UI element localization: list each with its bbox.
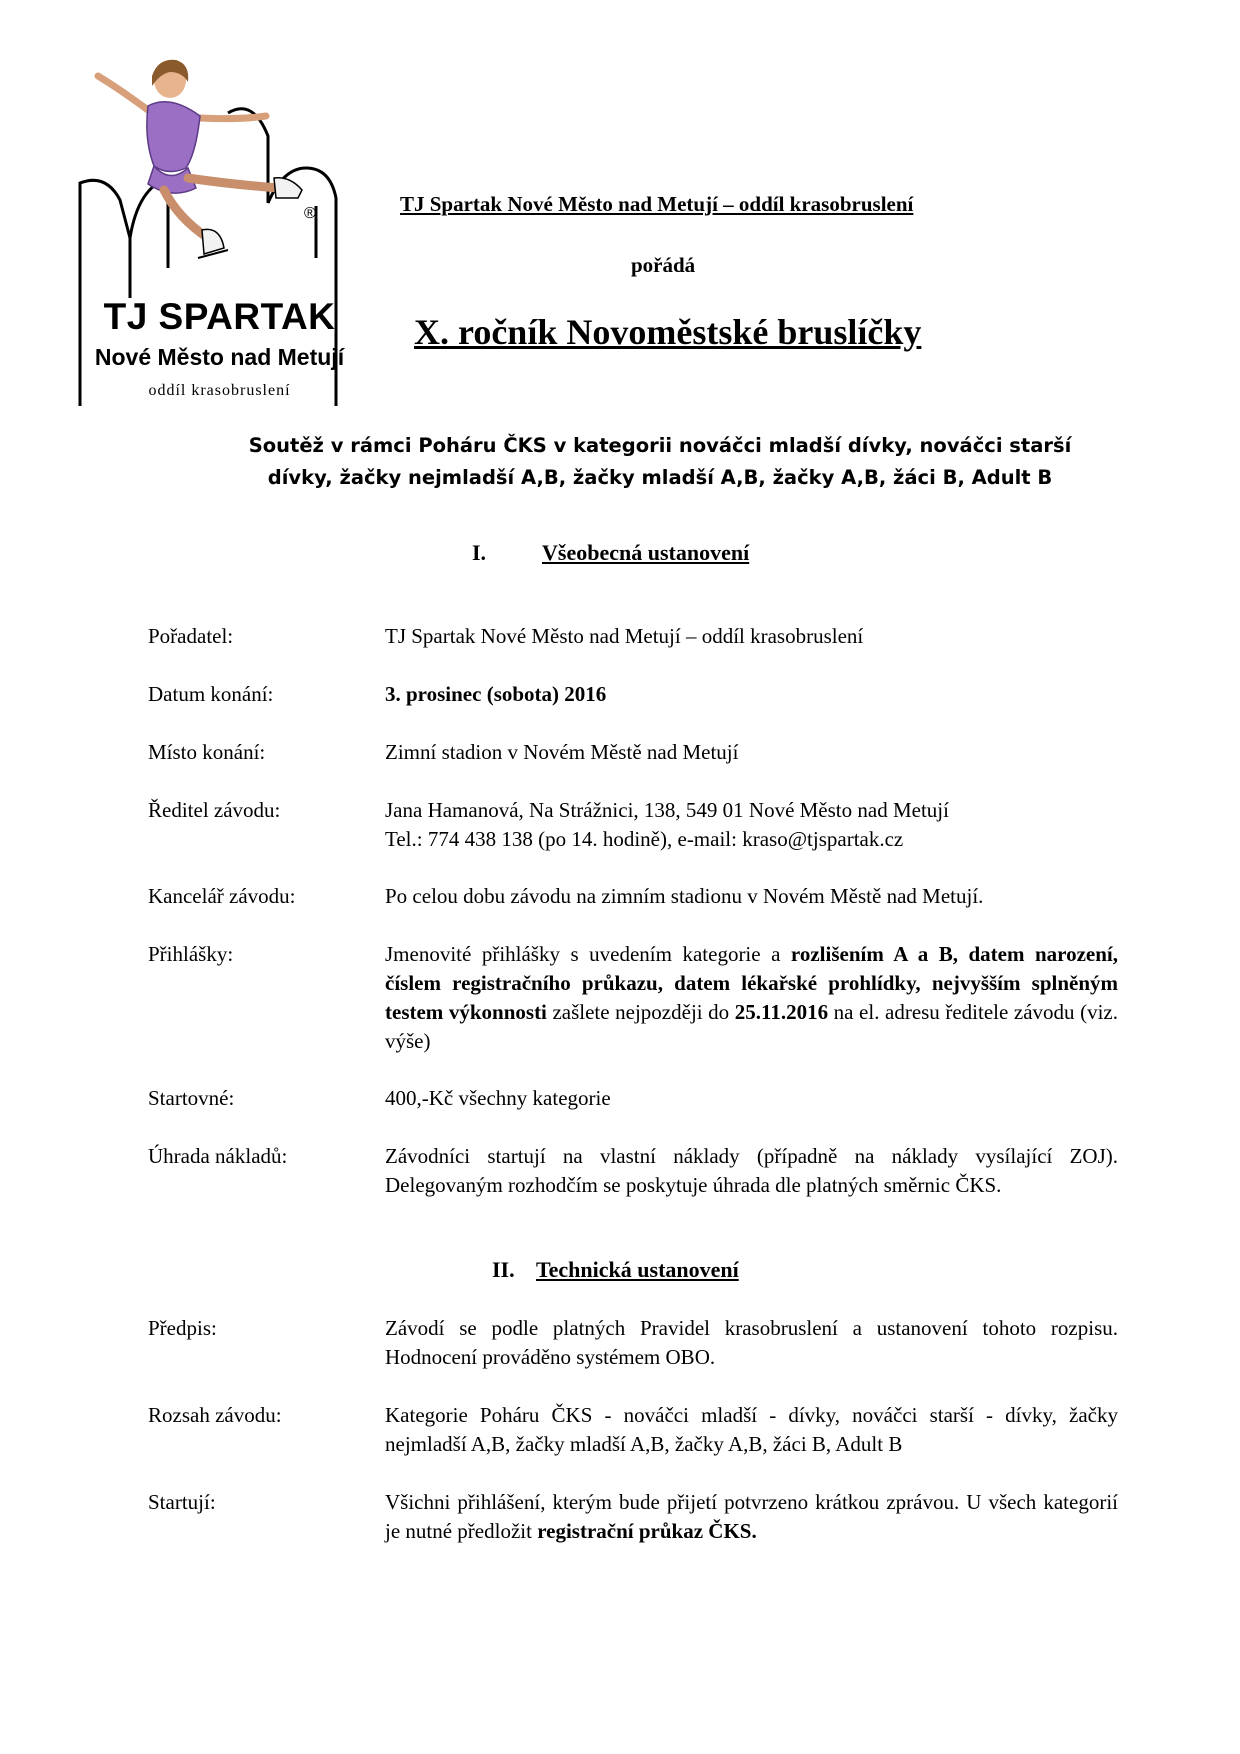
field-label: Ředitel závodu: (148, 798, 281, 822)
field-value: Závodí se podle platných Pravidel krasobruslení a ustanovení tohoto rozpisu. Hodnocení prováděno systémem OBO. (385, 1316, 1118, 1369)
field-value: 400,-Kč všechny kategorie (385, 1086, 611, 1110)
field-value: Zimní stadion v Novém Městě nad Metují (385, 740, 739, 764)
field-value: TJ Spartak Nové Město nad Metují – oddíl krasobruslení (385, 624, 864, 648)
field-value: Kategorie Poháru ČKS - nováčci mladší - dívky, nováčci starší - dívky, žačky nejmladší A,B, žačky mladší A,B, žačky A,B, žáci B, Adult B (385, 1403, 1118, 1456)
director-address: Jana Hamanová, Na Strážnici, 138, 549 01 Nové Město nad Metují (385, 798, 949, 822)
field-value: 3. prosinec (sobota) 2016 (385, 682, 607, 706)
text-part: zašlete nejpozději do (546, 1000, 735, 1024)
field-value (385, 940, 1118, 1056)
section-heading-1 (472, 540, 749, 566)
section-title: Všeobecná ustanovení (542, 540, 750, 565)
competition-subtitle (200, 430, 1120, 494)
director-contact: Tel.: 774 438 138 (po 14. hodině), e-mail: kraso@tjspartak.cz (385, 827, 904, 851)
field-label: Datum konání: (148, 682, 274, 706)
text-part: Jmenovité přihlášky s uvedením kategorie a (385, 942, 791, 966)
logo-line-3: oddíl krasobruslení (148, 382, 291, 399)
field-label: Rozsah závodu: (148, 1403, 282, 1427)
text-bold-part: rozlišením A a B, datem narození, číslem registračního průkazu, datem lékařské prohlídky, nejvyšším splněným testem výkonnosti (385, 942, 1118, 1024)
organizer-heading: TJ Spartak Nové Město nad Metují – oddíl krasobruslení (400, 192, 914, 216)
subtitle-line-2: dívky, žačky nejmladší A,B, žačky mladší A,B, žačky A,B, žáci B, Adult B (267, 466, 1053, 489)
field-label: Pořadatel: (148, 624, 234, 648)
field-value: Závodníci startují na vlastní náklady (případně na náklady vysílající ZOJ). Delegovaným rozhodčím se poskytuje úhrada dle platných směrnic ČKS. (385, 1144, 1118, 1197)
deadline-date: 25.11.2016 (734, 1000, 829, 1024)
field-label: Startují: (148, 1490, 216, 1514)
field-label: Úhrada nákladů: (148, 1144, 288, 1168)
subtitle-line-1: Soutěž v rámci Poháru ČKS v kategorii nováčci mladší dívky, nováčci starší (248, 434, 1072, 457)
field-value: Po celou dobu závodu na zimním stadionu v Novém Městě nad Metují. (385, 884, 984, 908)
text-part: na el. adresu ředitele závodu (viz. výše) (385, 1000, 1118, 1053)
field-label: Přihlášky: (148, 942, 234, 966)
text-bold-part: registrační průkaz ČKS. (537, 1519, 757, 1543)
field-label: Kancelář závodu: (148, 884, 296, 908)
text-part: Všichni přihlášení, kterým bude přijetí potvrzeno krátkou zprávou. U všech kategorií je nutné předložit (385, 1490, 1118, 1543)
section-number: I. (472, 540, 487, 565)
field-label: Předpis: (148, 1316, 217, 1340)
field-value (385, 796, 1118, 854)
event-title: X. ročník Novoměstské bruslíčky (414, 312, 922, 352)
section-number: II. (492, 1257, 515, 1282)
field-label: Místo konání: (148, 740, 266, 764)
section-title: Technická ustanovení (536, 1257, 739, 1282)
section-heading-2 (492, 1257, 739, 1283)
field-label: Startovné: (148, 1086, 235, 1110)
organizer-verb: pořádá (631, 253, 696, 277)
field-value (385, 1488, 1118, 1546)
logo-line-2: Nové Město nad Metují (94, 344, 345, 370)
registered-mark: ® (304, 205, 316, 222)
logo-line-1: TJ SPARTAK (103, 296, 336, 337)
